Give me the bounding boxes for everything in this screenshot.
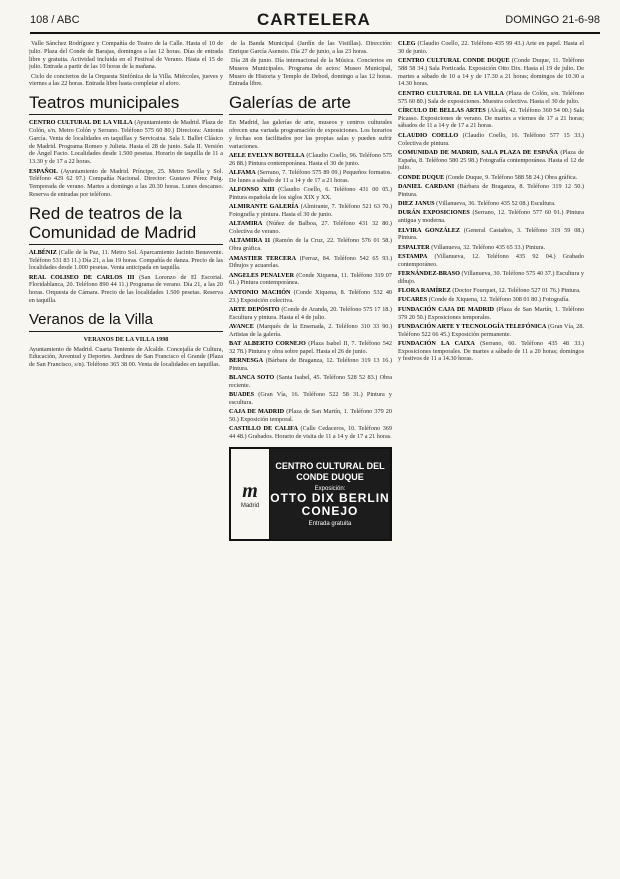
listing-entry — [398, 253, 584, 269]
listing-entry — [398, 296, 584, 304]
col2-intro — [229, 40, 392, 88]
listing-text: (Ayuntamiento de Madrid. Plaza de Colón, s/n. Metro Colón y Serrano. Teléfono 575 60 80.) Directora: Antonia García. Venta de localidades en taquillas y Servicaixa. Sala I. Ballet Clásico de Madrid. Programa Romeo y Julieta. Hasta el 28 de junio. Sala II. Versión de Ángel Facio. Localidades desde 1.500 pesetas. Horario de taquilla de 11 a 13.30 y de 17 a 22 horas. — [29, 119, 223, 166]
advert-body — [270, 449, 390, 539]
listing-entry — [398, 340, 584, 363]
listing-name: FUCARES — [398, 296, 428, 304]
listing-text: (Almirante, 7. Teléfono 521 63 70.) Fotografía y pintura. Hasta el 30 de junio. — [229, 203, 392, 219]
listing-name: ESPAÑOL — [29, 167, 58, 175]
listing-text: (Claudio Coello, 6. Teléfono 431 00 05.) Pintura española de los siglos XIX y XX. — [229, 186, 392, 201]
listing-text: (Plaza de España, 8. Teléfono 580 25 98.) Fotografía contemporánea. Hasta el 12 de julio. — [398, 148, 584, 172]
listing-text: (Conde Duque, 11. Teléfono 588 58 34.) Sala Porticada. Exposición Otto Dix. Hasta el 19 de julio. De martes a sábado de 10 a 14 y de 17.30 a 21 horas; domingos de 10.30 a 14.30 horas. — [398, 57, 584, 88]
page-section-label: 108 / ABC — [30, 14, 80, 26]
listing-name: AMASTIER TERCERA — [229, 254, 297, 262]
listing-entry — [398, 90, 584, 106]
listing-text: (Villanueva, 32. Teléfono 435 65 33.) Pintura. — [431, 243, 546, 251]
listing-entry — [229, 186, 392, 202]
listing-name: FERNÁNDEZ-BRASO — [398, 270, 460, 278]
listing-text: (Serrano, 60. Teléfono 435 48 33.) Exposiciones temporales. De martes a sábado de 11 a 20 horas; domingos y festivos de 11 a 14.30 horas. — [398, 339, 584, 363]
intro-paragraph: de la Banda Municipal (Jardín de las Vistillas). Dirección: Enrique García Asensio. Día 27 de junio, a las 23 horas. — [229, 40, 392, 55]
listing-text: (Bárbara de Braganza, 12. Teléfono 319 13 16.) Pintura. — [229, 357, 392, 372]
listing-entry — [229, 340, 392, 356]
listing-entry — [398, 287, 584, 295]
veranos-subheading: VERANOS DE LA VILLA 1998 — [83, 335, 169, 343]
listing-name: CONDE DUQUE — [398, 173, 445, 181]
listing-entry — [398, 323, 584, 339]
col3-list — [398, 40, 584, 363]
listing-text: (Conde de Xiquena, 12. Teléfono 308 01 80.) Fotografía. — [428, 296, 570, 304]
listing-text: (Serrano, 7. Teléfono 575 89 09.) Pequeños formatos. De lunes a sábado de 11 a 14 y de 17 a 21 horas. — [229, 169, 392, 184]
column-2 — [229, 40, 392, 875]
veranos-heading: Veranos de la Villa — [29, 310, 223, 332]
listing-name: DIEZ JANUS — [398, 200, 435, 208]
listing-name: AVANCE — [229, 322, 254, 330]
listing-entry — [229, 374, 392, 390]
listing-name: ANGELES PENALVER — [229, 271, 295, 279]
listing-entry — [229, 391, 392, 407]
red-teatros-heading: Red de teatros de la Comunidad de Madrid — [29, 204, 223, 245]
listing-name: BERNESGA — [229, 357, 264, 365]
listing-name: FLORA RAMÍREZ — [398, 287, 451, 295]
column-1 — [29, 40, 223, 875]
listing-entry — [29, 249, 223, 272]
listing-entry — [398, 200, 584, 208]
listing-entry — [398, 209, 584, 225]
listing-text: (Villanueva, 12. Teléfono 435 92 04.) Grabado contemporáneo. — [398, 252, 584, 268]
header-rule — [30, 32, 600, 34]
listing-name: FUNDACIÓN CAJA DE MADRID — [398, 305, 494, 313]
madrid-logo — [231, 449, 270, 539]
listing-name: ALTAMIRA — [229, 220, 263, 228]
listing-entry — [398, 149, 584, 172]
intro-paragraph: Día 28 de junio. Día internacional de la Música. Conciertos en Museos Municipales. Programa de actos: Museo Municipal, Museo de Historia y Templo de Debod, domingo a las 12 horas. Entrada libre. — [229, 57, 392, 88]
listing-entry — [229, 272, 392, 288]
listing-entry — [229, 408, 392, 424]
listing-text: (Claudio Coello, 96. Teléfono 575 26 88.) Pintura contemporánea. Hasta el 30 de junio. — [229, 151, 392, 167]
listing-name: ELVIRA GONZÁLEZ — [398, 226, 461, 234]
listing-text: (Plaza de San Martín, 1. Teléfono 379 20 50.) Exposiciones temporales. — [398, 305, 584, 321]
advert-title: OTTO DIX BERLIN CONEJO — [270, 491, 390, 519]
listing-text: (Bárbara de Braganza, 8. Teléfono 319 12 50.) Pintura. — [398, 183, 584, 198]
listing-name: FUNDACIÓN ARTE Y TECNOLOGÍA TELEFÓNICA — [398, 322, 547, 330]
listing-name: REAL COLISEO DE CARLOS III — [29, 273, 135, 281]
listing-text: (Núñez de Balboa, 27. Teléfono 431 32 80.) Colectiva de verano. — [229, 220, 392, 236]
galerias-heading: Galerías de arte — [229, 93, 392, 115]
exhibition-advert — [229, 447, 392, 541]
listing-entry — [398, 174, 584, 182]
advert-subtitle: Exposición: — [314, 486, 346, 493]
section-title: CARTELERA — [257, 10, 371, 29]
intro-paragraph: Valle Sánchez Rodríguez y Compañía de Teatro de la Calle. Hasta el 10 de julio. Plaza del Conde de Barajas, domingos a las 12 horas. Días de entrada libre y gratuita. Actividad incluida en el Festival de Verano. Hasta el 15 de julio. Entrada a partir de las 10 horas de la mañana. — [29, 40, 223, 71]
galerias-intro: En Madrid, las galerías de arte, museos y centros culturales ofrecen una variada programación de exposiciones. Los horarios y fechas son facilitados por las propias salas y pueden sufrir variaciones. — [229, 119, 392, 150]
listing-name: BAT ALBERTO CORNEJO — [229, 340, 306, 347]
listing-name: ALMIRANTE GALERÍA — [229, 203, 299, 211]
column-3 — [398, 40, 584, 875]
teatros-list — [29, 119, 223, 198]
listing-text: (Claudio Coello, 16. Teléfono 577 15 33.) Colectiva de pintura. — [398, 131, 584, 147]
listing-name: ESTAMPA — [398, 252, 428, 260]
listing-text: (Calle de la Paz, 11. Metro Sol. Aparcamiento Jacinto Benavente. Teléfono 531 83 11.) Día 21, a las 19 horas. Compañía de danza. Precio de las localidades desde 1.000 pesetas. Venta anticipada en taquilla. — [29, 248, 223, 272]
listing-text: (Ramón de la Cruz, 22. Teléfono 576 01 58.) Obra gráfica. — [229, 237, 392, 253]
listing-name: CLEG — [398, 40, 416, 47]
listing-text: (Conde de Aranda, 20. Teléfono 575 17 18.) Escultura y pintura. Hasta el 4 de julio. — [229, 305, 392, 321]
listing-name: ALFONSO XIII — [229, 186, 275, 194]
listing-name: ANTONIO MACHÓN — [229, 288, 291, 296]
advert-venue: CENTRO CULTURAL DEL CONDE DUQUE — [275, 461, 385, 483]
listing-name: CAJA DE MADRID — [229, 408, 285, 416]
listing-entry — [229, 169, 392, 185]
listing-entry — [229, 237, 392, 253]
listing-text: (Ferraz, 84. Teléfono 542 65 93.) Dibujos y acuarelas. — [229, 254, 392, 270]
listing-text: (Doctor Fourquet, 12. Teléfono 527 01 76.) Pintura. — [452, 287, 581, 295]
listing-name: COMUNIDAD DE MADRID, SALA PLAZA DE ESPAÑA — [398, 148, 558, 156]
madrid-logo-mark: m — [242, 479, 258, 502]
listing-name: CENTRO CULTURAL DE LA VILLA — [398, 89, 504, 97]
listing-name: ALBÉNIZ — [29, 248, 57, 256]
listing-text: (Conde Xiquena, 11. Teléfono 319 07 61.) Pintura contemporánea. — [229, 271, 392, 287]
listing-entry — [398, 132, 584, 148]
listing-name: AELE EVELYN BOTELLA — [229, 151, 305, 159]
listing-text: (Conde Xiquena, 8. Teléfono 532 40 23.) Exposición colectiva. — [229, 288, 392, 304]
advert-note: Entrada gratuita — [308, 521, 352, 528]
listing-entry — [29, 274, 223, 305]
listing-entry — [398, 183, 584, 199]
listing-entry — [398, 107, 584, 130]
listing-entry — [229, 289, 392, 305]
listing-text: (Gran Vía, 28. Teléfono 522 66 45.) Exposición permanente. — [398, 322, 584, 338]
listing-name: CÍRCULO DE BELLAS ARTES — [398, 106, 486, 114]
listing-text: (General Castaños, 3. Teléfono 319 59 08.) Pintura. — [398, 226, 584, 242]
listing-text: (San Lorenzo de El Escorial. Floridablanca, 20. Teléfono 890 44 11.) Programa de verano. Día 21, a las 20 horas. Orquesta de Cámara. Precio de las localidades 1.500 pesetas. Reserva en taquilla. — [29, 273, 223, 305]
listing-entry — [229, 255, 392, 271]
listing-entry — [398, 227, 584, 243]
listing-name: BUADES — [229, 391, 255, 399]
listing-name: CASTILLO DE CALIFA — [229, 425, 298, 433]
red-list — [29, 249, 223, 305]
listing-text: (Plaza de Colón, s/n. Teléfono 575 60 80.) Sala de exposiciones. Muestra colectiva. Hasta el 30 de julio. — [398, 89, 584, 105]
listing-entry — [229, 425, 392, 441]
listing-entry — [229, 323, 392, 339]
listing-entry — [229, 152, 392, 168]
listing-entry — [398, 40, 584, 56]
listing-text: (Plaza Isabel II, 7. Teléfono 542 32 78.) Pintura y obra sobre papel. Hasta el 26 de junio. — [229, 340, 392, 355]
listing-entry — [29, 119, 223, 166]
listing-entry — [229, 357, 392, 373]
listing-text: (Alcalá, 42. Teléfono 360 54 00.) Sala Picasso. Exposiciones de verano. De martes a viernes de 17 a 21 horas; sábados de 11 a 14 y de 17 a 21 horas. — [398, 106, 584, 130]
listing-text: (Calle Cedaceros, 10. Teléfono 369 44 48.) Grabados. Horario de visita de 11 a 14 y de 17 a 21 horas. — [229, 425, 392, 441]
listing-name: ALTAMIRA 11 — [229, 237, 271, 245]
col1-intro — [29, 40, 223, 88]
listing-text: (Gran Vía, 16. Teléfono 522 58 31.) Pintura y escultura. — [229, 391, 392, 407]
madrid-logo-caption: Madrid — [240, 502, 260, 509]
listing-name: CENTRO CULTURAL DE LA VILLA — [29, 119, 133, 127]
listing-text: (Marqués de la Ensenada, 2. Teléfono 310 33 90.) Artistas de la galería. — [229, 322, 392, 338]
listing-name: ALFAMA — [229, 169, 256, 177]
listing-name: CENTRO CULTURAL CONDE DUQUE — [398, 57, 510, 65]
listing-entry — [229, 306, 392, 322]
listing-text: (Villanueva, 30. Teléfono 575 40 37.) Escultura y dibujo. — [398, 270, 584, 285]
listing-text: (Serrano, 12. Teléfono 577 60 91.) Pintura antigua y moderna. — [398, 209, 584, 225]
listing-text: (Ayuntamiento de Madrid. Príncipe, 25. Metro Sevilla y Sol. Teléfono 429 62 97.) Compañía Nacional. Director: Gustavo Pérez Puig. Temporada de verano. Martes a domingo a las 20.30 horas. Lunes descanso. Reserva de entradas por teléfono. — [29, 167, 223, 198]
listing-entry — [398, 306, 584, 322]
listing-name: CLAUDIO COELLO — [398, 131, 459, 139]
teatros-municipales-heading: Teatros municipales — [29, 93, 223, 115]
galerias-list — [229, 152, 392, 441]
listing-entry — [229, 220, 392, 236]
listing-name: DURÁN EXPOSICIONES — [398, 209, 470, 217]
listing-name: DANIEL CARDANI — [398, 183, 455, 191]
listing-text: (Plaza de San Martín, 1. Teléfono 379 20 50.) Exposición temporal. — [229, 408, 392, 424]
listing-entry — [229, 203, 392, 219]
listing-text: (Conde Duque, 9. Teléfono 588 58 24.) Obra gráfica. — [445, 173, 578, 181]
listing-text: (Claudio Coello, 22. Teléfono 435 99 43.) Arte en papel. Hasta el 30 de junio. — [398, 40, 584, 55]
listing-entry — [398, 270, 584, 286]
listing-text: (Villanueva, 36. Teléfono 435 52 08.) Escultura. — [436, 200, 556, 208]
listing-name: BLANCA SOTO — [229, 374, 275, 382]
page-header — [22, 8, 600, 42]
veranos-text: Ayuntamiento de Madrid. Cuarta Teniente de Alcalde. Concejalía de Cultura, Educación, Juventud y Deportes. Jardines de San Francisco el Grande (Plaza de San Francisco, s/n). Teléfono 365 38 00. Venta de localidades en taquillas. — [29, 345, 223, 369]
listing-text: (Santa Isabel, 45. Teléfono 528 52 83.) Obra reciente. — [229, 374, 392, 389]
intro-paragraph: Ciclo de conciertos de la Orquesta Sinfónica de la Villa. Miércoles, jueves y viernes a las 22 horas. Entrada libre hasta completar el aforo. — [29, 72, 223, 88]
listing-entry — [398, 57, 584, 88]
listing-entry — [29, 168, 223, 199]
listing-name: FUNDACIÓN LA CAIXA — [398, 339, 475, 347]
listing-name: ARTE DEPÓSITO — [229, 305, 280, 313]
listing-entry — [398, 244, 584, 252]
issue-date: DOMINGO 21-6-98 — [505, 14, 600, 26]
listing-name: ESPALTER — [398, 243, 430, 251]
